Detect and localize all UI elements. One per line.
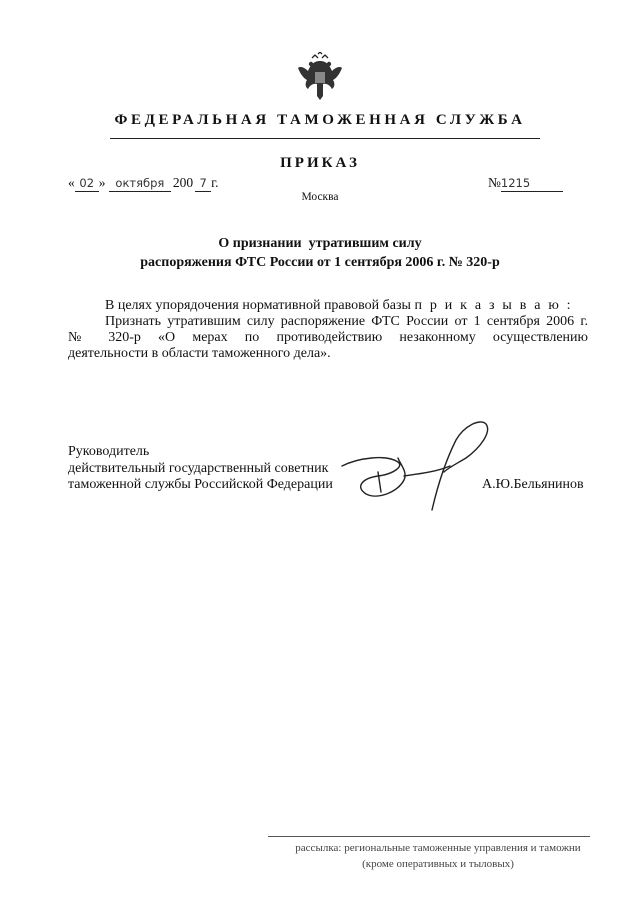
date-year-prefix: 200 xyxy=(172,175,194,190)
header-divider xyxy=(110,138,540,139)
order-number xyxy=(488,175,563,192)
signatory-name: А.Ю.Бельянинов xyxy=(482,477,584,492)
double-headed-eagle-emblem xyxy=(297,52,343,102)
number-value: 1215 xyxy=(501,176,563,192)
order-date xyxy=(68,175,219,192)
date-day: 02 xyxy=(75,176,99,192)
preamble-text: В целях упорядочения нормативной правовой базы xyxy=(105,298,411,313)
document-type: ПРИКАЗ xyxy=(280,155,360,171)
signatory-position xyxy=(68,444,333,494)
body-line-4: деятельности в области таможенного дела». xyxy=(68,346,331,361)
position-line-3: таможенной службы Российской Федерации xyxy=(68,477,333,492)
date-month: октября xyxy=(109,176,171,192)
handwritten-signature xyxy=(338,414,498,514)
distribution-line-1: рассылка: региональные таможенные управления и таможни xyxy=(295,842,581,854)
agency-name: ФЕДЕРАЛЬНАЯ ТАМОЖЕННАЯ СЛУЖБА xyxy=(114,112,526,128)
title-line-1: О признании утратившим силу xyxy=(218,236,422,251)
distribution-line-2: (кроме оперативных и тыловых) xyxy=(362,858,514,870)
body-line-2: Признать утратившим силу распоряжение ФТС России от 1 сентября 2006 г. xyxy=(105,314,588,329)
number-prefix: № xyxy=(488,175,501,190)
date-year-suffix: г. xyxy=(211,175,219,190)
distribution-note xyxy=(268,840,608,872)
date-close-quote: » xyxy=(98,175,106,190)
body-preamble xyxy=(68,298,588,314)
position-line-1: Руководитель xyxy=(68,444,150,459)
position-line-2: действительный государственный советник xyxy=(68,460,329,476)
issue-place: Москва xyxy=(301,191,339,203)
date-year-digit: 7 xyxy=(195,176,211,192)
order-body xyxy=(68,298,588,362)
order-word: п р и к а з ы в а ю : xyxy=(414,298,573,313)
body-line-3: № 320-р «О мерах по противодействию незаконному осуществлению xyxy=(68,330,588,345)
footer-divider xyxy=(268,836,590,837)
order-title xyxy=(0,234,640,272)
date-open-quote: « xyxy=(68,175,75,190)
title-line-2: распоряжения ФТС России от 1 сентября 2006 г. № 320-р xyxy=(140,255,500,270)
